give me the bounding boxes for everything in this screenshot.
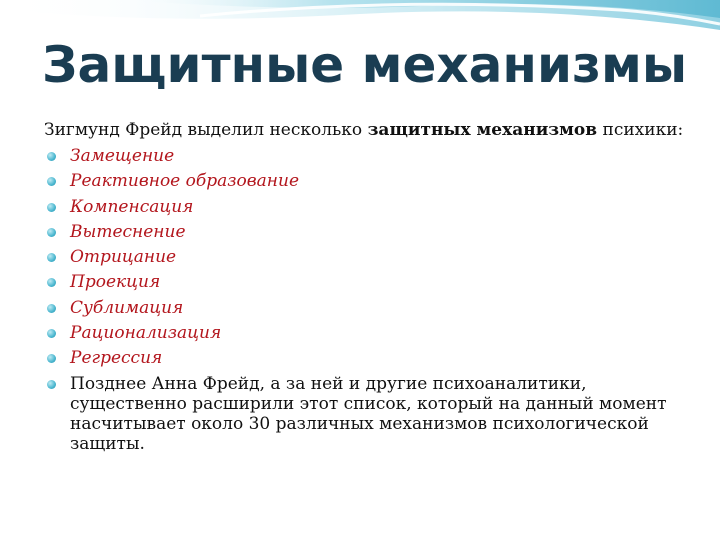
mechanism-name: Отрицание: [70, 247, 177, 268]
list-item: [44, 171, 684, 191]
bullet-icon: [47, 304, 56, 313]
list-item: [44, 323, 684, 343]
list-item: [44, 146, 684, 166]
list-item: [44, 222, 684, 242]
mechanism-name: Замещение: [70, 146, 175, 166]
list-item-final-note: [44, 374, 684, 454]
intro-rest: психики:: [597, 120, 684, 140]
intro-text: Зигмунд Фрейд выделил несколько: [44, 120, 368, 140]
list-item: [44, 247, 684, 267]
bullet-icon: [47, 278, 56, 287]
bullet-icon: [47, 354, 56, 363]
slide-content: [44, 120, 684, 459]
bullet-icon: [47, 177, 56, 186]
mechanism-name: Проекция: [70, 272, 161, 293]
mechanism-name: Регрессия: [70, 348, 163, 369]
mechanism-name: Вытеснение: [70, 221, 186, 242]
final-note-text: Позднее Анна Фрейд, а за ней и другие психоаналитики, существенно расширили этот список, который на данный момент насчитывает около 30 различных механизмов психологической защиты.: [70, 373, 667, 454]
slide-title: Защитные механизмы: [42, 36, 688, 94]
list-item: [44, 348, 684, 368]
bullet-icon: [47, 329, 56, 338]
intro-paragraph: [44, 120, 684, 140]
bullet-icon: [47, 203, 56, 212]
bullet-icon: [47, 380, 56, 389]
mechanism-name: Рационализация: [70, 323, 222, 344]
mechanism-list: [44, 146, 684, 454]
mechanism-name: Компенсация: [70, 196, 194, 217]
bullet-icon: [47, 152, 56, 161]
mechanism-name: Сублимация: [70, 297, 184, 318]
intro-bold-term: защитных механизмов: [367, 120, 598, 140]
list-item: [44, 272, 684, 292]
list-item: [44, 197, 684, 217]
list-item: [44, 298, 684, 318]
mechanism-name: Реактивное образование: [70, 171, 300, 192]
bullet-icon: [47, 253, 56, 262]
bullet-icon: [47, 228, 56, 237]
